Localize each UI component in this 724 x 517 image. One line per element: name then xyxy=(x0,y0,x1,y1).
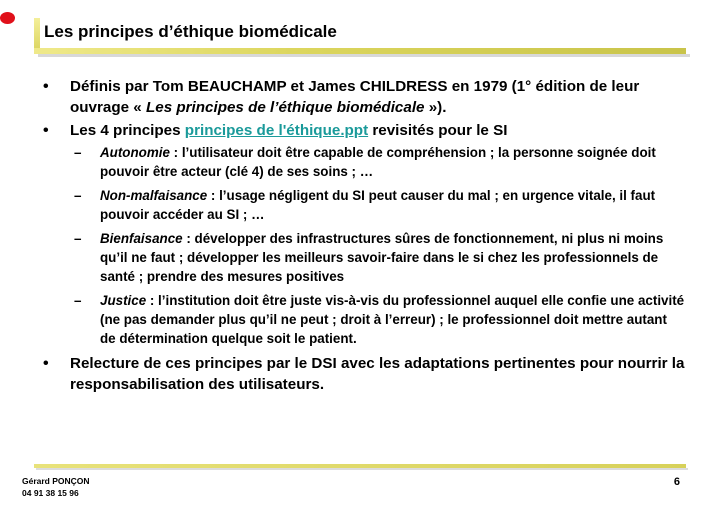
dash-marker: – xyxy=(74,145,82,160)
title-bottom-bar xyxy=(34,48,686,54)
dash-marker: – xyxy=(74,293,82,308)
subitem-term: Justice xyxy=(100,293,147,308)
red-dot-logo xyxy=(0,12,15,24)
book-title: Les principes de l’éthique biomédicale xyxy=(145,99,425,116)
subitem-justice xyxy=(74,291,686,348)
bullet-four-principles xyxy=(36,120,686,141)
bullet-relecture xyxy=(36,353,686,395)
bullet-text: revisités pour le SI xyxy=(368,122,508,139)
subitem-term: Bienfaisance xyxy=(100,231,183,246)
principles-ppt-link[interactable]: principes de l'éthique.ppt xyxy=(184,122,369,139)
dash-marker: – xyxy=(74,188,82,203)
title-shadow xyxy=(38,54,690,57)
bullet-text: Définis par Tom BEAUCHAMP et James CHILDRESS en 1979 (1° édition de leur ouvrage « xyxy=(70,78,640,116)
subitem-text: : l’institution doit être juste vis-à-vis du professionnel auquel elle confie une activité (ne pas demander plus qu’il ne peut ; droit à l’erreur) ; le professionnel doit mettre autant de détermination quelque soit le patient. xyxy=(100,293,685,346)
subitem-term: Non-malfaisance xyxy=(100,188,208,203)
footer-author: Gérard PONÇON xyxy=(22,476,90,486)
bullet-definition xyxy=(36,76,686,118)
footer-phone: 04 91 38 15 96 xyxy=(22,488,79,498)
subitem-text: : l’utilisateur doit être capable de compréhension ; la personne soignée doit pouvoir être acteur (clé 4) de ses soins ; … xyxy=(100,145,656,179)
subitem-bienfaisance xyxy=(74,229,686,286)
subitem-autonomie xyxy=(74,143,686,181)
dash-marker: – xyxy=(74,231,82,246)
footer-author-block xyxy=(22,475,90,499)
bullet-text: Relecture de ces principes par le DSI avec les adaptations pertinentes pour nourrir la responsabilisation des utilisateurs. xyxy=(70,355,685,393)
subitem-text: : développer des infrastructures sûres de fonctionnement, ni plus ni moins qu’il ne faut ; développer les meilleurs savoir-faire dans le si chez les professionnels de santé ; prendre des mesures positives xyxy=(100,231,664,284)
subitem-term: Autonomie xyxy=(100,145,170,160)
footer-line xyxy=(34,464,686,468)
footer-shadow xyxy=(36,468,688,470)
bullet-text: Les 4 principes xyxy=(70,122,185,139)
bullet-text: »). xyxy=(424,99,447,116)
slide-content xyxy=(36,76,686,397)
title-box xyxy=(34,18,686,54)
subitem-text: : l’usage négligent du SI peut causer du mal ; en urgence vitale, il faut pouvoir accéder au SI ; … xyxy=(100,188,656,222)
page-number: 6 xyxy=(673,476,680,488)
subitem-non-malfaisance xyxy=(74,186,686,224)
slide-title: Les principes d’éthique biomédicale xyxy=(44,22,337,41)
